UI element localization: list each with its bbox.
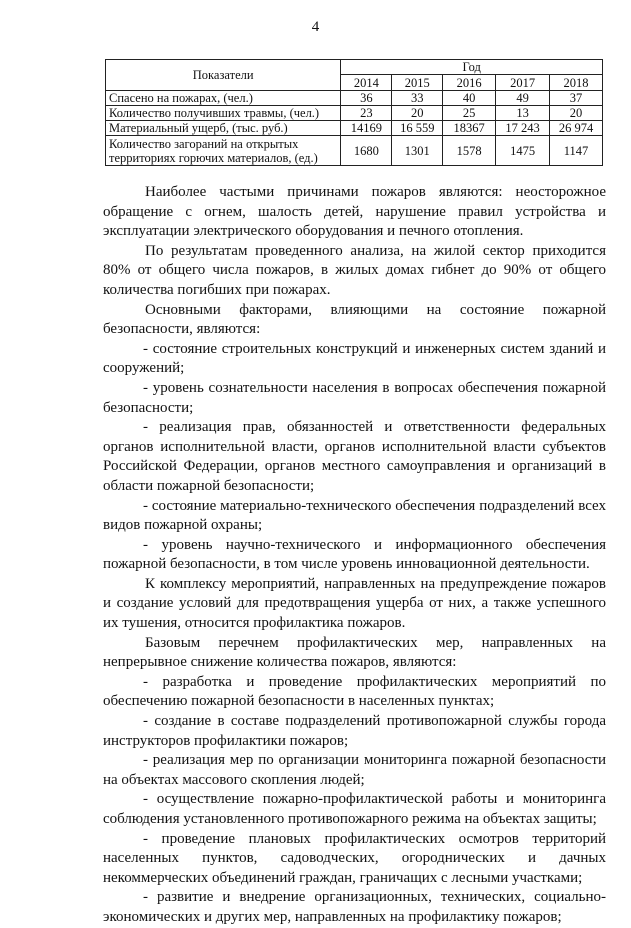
table-row [106, 121, 603, 136]
value-cell: 40 [443, 91, 496, 106]
list-item: - уровень научно-технического и информационного обеспечения пожарной безопасности, в том числе уровень инновационной деятельности. [103, 536, 606, 573]
table-row [106, 106, 603, 121]
paragraph: Наиболее частыми причинами пожаров являются: неосторожное обращение с огнем, шалость детей, нарушение правил устройства и эксплуатации электрического оборудования и печного отопления. [103, 184, 606, 240]
value-cell: 37 [550, 91, 603, 106]
header-indicators: Показатели [106, 60, 341, 91]
paragraph: Базовым перечнем профилактических мер, направленных на непрерывное снижение количества пожаров, являются: [103, 634, 606, 671]
list-item: - проведение плановых профилактических осмотров территорий населенных пунктов, садоводческих, огороднических и дачных некоммерческих объединений граждан, граничащих с лесными участками; [103, 830, 606, 886]
row-label: Материальный ущерб, (тыс. руб.) [106, 121, 341, 136]
table-row [106, 91, 603, 106]
value-cell: 20 [392, 106, 443, 121]
statistics-table [105, 59, 603, 166]
value-cell: 23 [341, 106, 392, 121]
value-cell: 1475 [496, 136, 550, 166]
year-cell: 2014 [341, 75, 392, 91]
list-item: - уровень сознательности населения в вопросах обеспечения пожарной безопасности; [103, 379, 606, 416]
document-body [103, 183, 606, 928]
paragraph: К комплексу мероприятий, направленных на предупреждение пожаров и создание условий для предотвращения ущерба от них, а также успешного их тушения, относится профилактика пожаров. [103, 575, 606, 632]
list-item: - создание в составе подразделений противопожарной службы города инструкторов профилактики пожаров; [103, 713, 606, 749]
list-item: - разработка и проведение профилактических мероприятий по обеспечению пожарной безопасности в населенных пунктах; [103, 673, 606, 710]
value-cell: 14169 [341, 121, 392, 136]
row-label: Количество получивших травмы, (чел.) [106, 106, 341, 121]
list-item: - реализация мер по организации мониторинга пожарной безопасности на объектах массового скопления людей; [103, 752, 606, 788]
value-cell: 16 559 [392, 121, 443, 136]
list-item: - состояние материально-технического обеспечения подразделений всех видов пожарной охраны; [103, 497, 606, 534]
value-cell: 1301 [392, 136, 443, 166]
value-cell: 1147 [550, 136, 603, 166]
list-item: - развитие и внедрение организационных, технических, социально-экономических и других мер, направленных на профилактику пожаров; [103, 889, 606, 925]
paragraph: По результатам проведенного анализа, на жилой сектор приходится 80% от общего числа пожаров, в жилых домах гибнет до 90% от общего количества погибших при пожарах. [103, 242, 606, 298]
year-cell: 2015 [392, 75, 443, 91]
header-year: Год [341, 60, 603, 75]
year-cell: 2017 [496, 75, 550, 91]
value-cell: 13 [496, 106, 550, 121]
value-cell: 20 [550, 106, 603, 121]
value-cell: 1680 [341, 136, 392, 166]
value-cell: 33 [392, 91, 443, 106]
page-number: 4 [311, 19, 320, 35]
value-cell: 36 [341, 91, 392, 106]
list-item: - состояние строительных конструкций и инженерных систем зданий и сооружений; [103, 340, 606, 377]
year-cell: 2016 [443, 75, 496, 91]
row-label: Количество загораний на открытых территориях горючих материалов, (ед.) [106, 136, 341, 166]
value-cell: 1578 [443, 136, 496, 166]
value-cell: 25 [443, 106, 496, 121]
value-cell: 49 [496, 91, 550, 106]
table-row [106, 136, 603, 166]
list-item: - реализация прав, обязанностей и ответственности федеральных органов исполнительной власти, органов исполнительной власти субъектов Российской Федерации, органов местного самоуправления и организаций в области пожарной безопасности; [103, 419, 606, 494]
value-cell: 18367 [443, 121, 496, 136]
value-cell: 17 243 [496, 121, 550, 136]
value-cell: 26 974 [550, 121, 603, 136]
row-label: Спасено на пожарах, (чел.) [106, 91, 341, 106]
year-cell: 2018 [550, 75, 603, 91]
paragraph: Основными факторами, влияющими на состояние пожарной безопасности, являются: [103, 301, 606, 338]
list-item: - осуществление пожарно-профилактической работы и мониторинга соблюдения установленного противопожарного режима на объектах защиты; [103, 791, 606, 827]
